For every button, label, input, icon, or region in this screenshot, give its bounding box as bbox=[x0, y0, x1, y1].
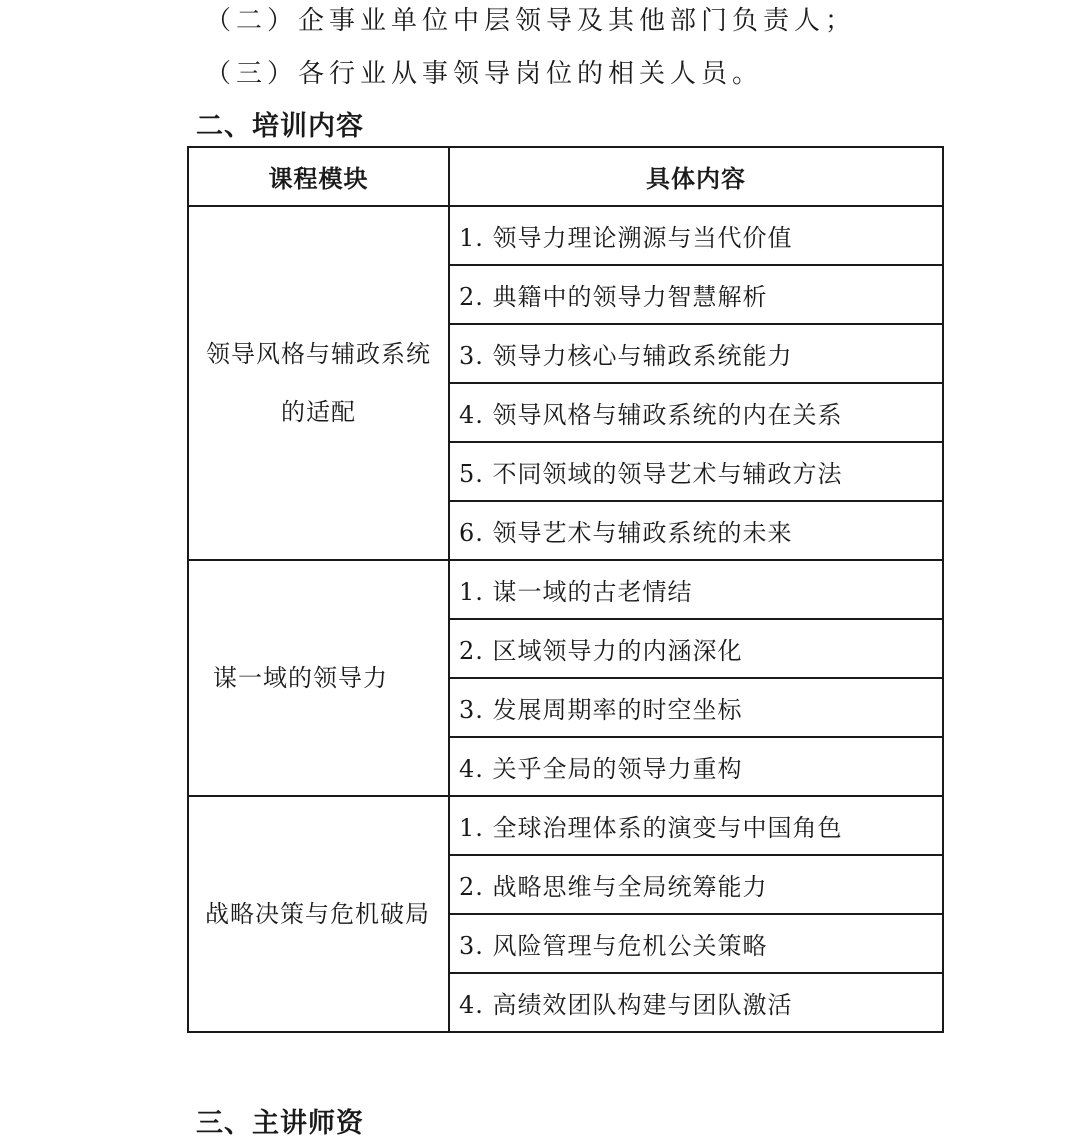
module-name: 领导风格与辅政系统的适配 bbox=[206, 340, 431, 426]
module-cell-strategic-decision bbox=[188, 796, 449, 1032]
content-item: 4. 关乎全局的领导力重构 bbox=[449, 737, 943, 796]
content-item: 4. 高绩效团队构建与团队激活 bbox=[449, 973, 943, 1032]
section-heading-lecturers: 三、主讲师资 bbox=[196, 1108, 364, 1139]
course-table bbox=[187, 146, 944, 1033]
module-cell-regional-leadership bbox=[188, 560, 449, 796]
content-item: 3. 领导力核心与辅政系统能力 bbox=[449, 324, 943, 383]
module-cell-leadership-style bbox=[188, 206, 449, 560]
content-item: 2. 典籍中的领导力智慧解析 bbox=[449, 265, 943, 324]
content-item: 3. 风险管理与危机公关策略 bbox=[449, 914, 943, 973]
header-specific-content: 具体内容 bbox=[449, 147, 943, 206]
content-item: 2. 区域领导力的内涵深化 bbox=[449, 619, 943, 678]
audience-line-3: （三）各行业从事领导岗位的相关人员。 bbox=[205, 59, 764, 89]
module-name: 战略决策与危机破局 bbox=[205, 900, 430, 928]
table-row bbox=[188, 796, 943, 855]
content-item: 6. 领导艺术与辅政系统的未来 bbox=[449, 501, 943, 560]
content-item: 1. 谋一域的古老情结 bbox=[449, 560, 943, 619]
table-header-row bbox=[188, 147, 943, 206]
content-item: 4. 领导风格与辅政系统的内在关系 bbox=[449, 383, 943, 442]
content-item: 2. 战略思维与全局统筹能力 bbox=[449, 855, 943, 914]
module-name: 谋一域的领导力 bbox=[213, 664, 388, 692]
content-item: 5. 不同领域的领导艺术与辅政方法 bbox=[449, 442, 943, 501]
audience-line-2: （二）企事业单位中层领导及其他部门负责人； bbox=[205, 6, 857, 36]
header-course-module: 课程模块 bbox=[188, 147, 449, 206]
content-item: 1. 领导力理论溯源与当代价值 bbox=[449, 206, 943, 265]
content-item: 3. 发展周期率的时空坐标 bbox=[449, 678, 943, 737]
content-item: 1. 全球治理体系的演变与中国角色 bbox=[449, 796, 943, 855]
section-heading-training-content: 二、培训内容 bbox=[196, 111, 364, 142]
table-row bbox=[188, 206, 943, 265]
table-row bbox=[188, 560, 943, 619]
